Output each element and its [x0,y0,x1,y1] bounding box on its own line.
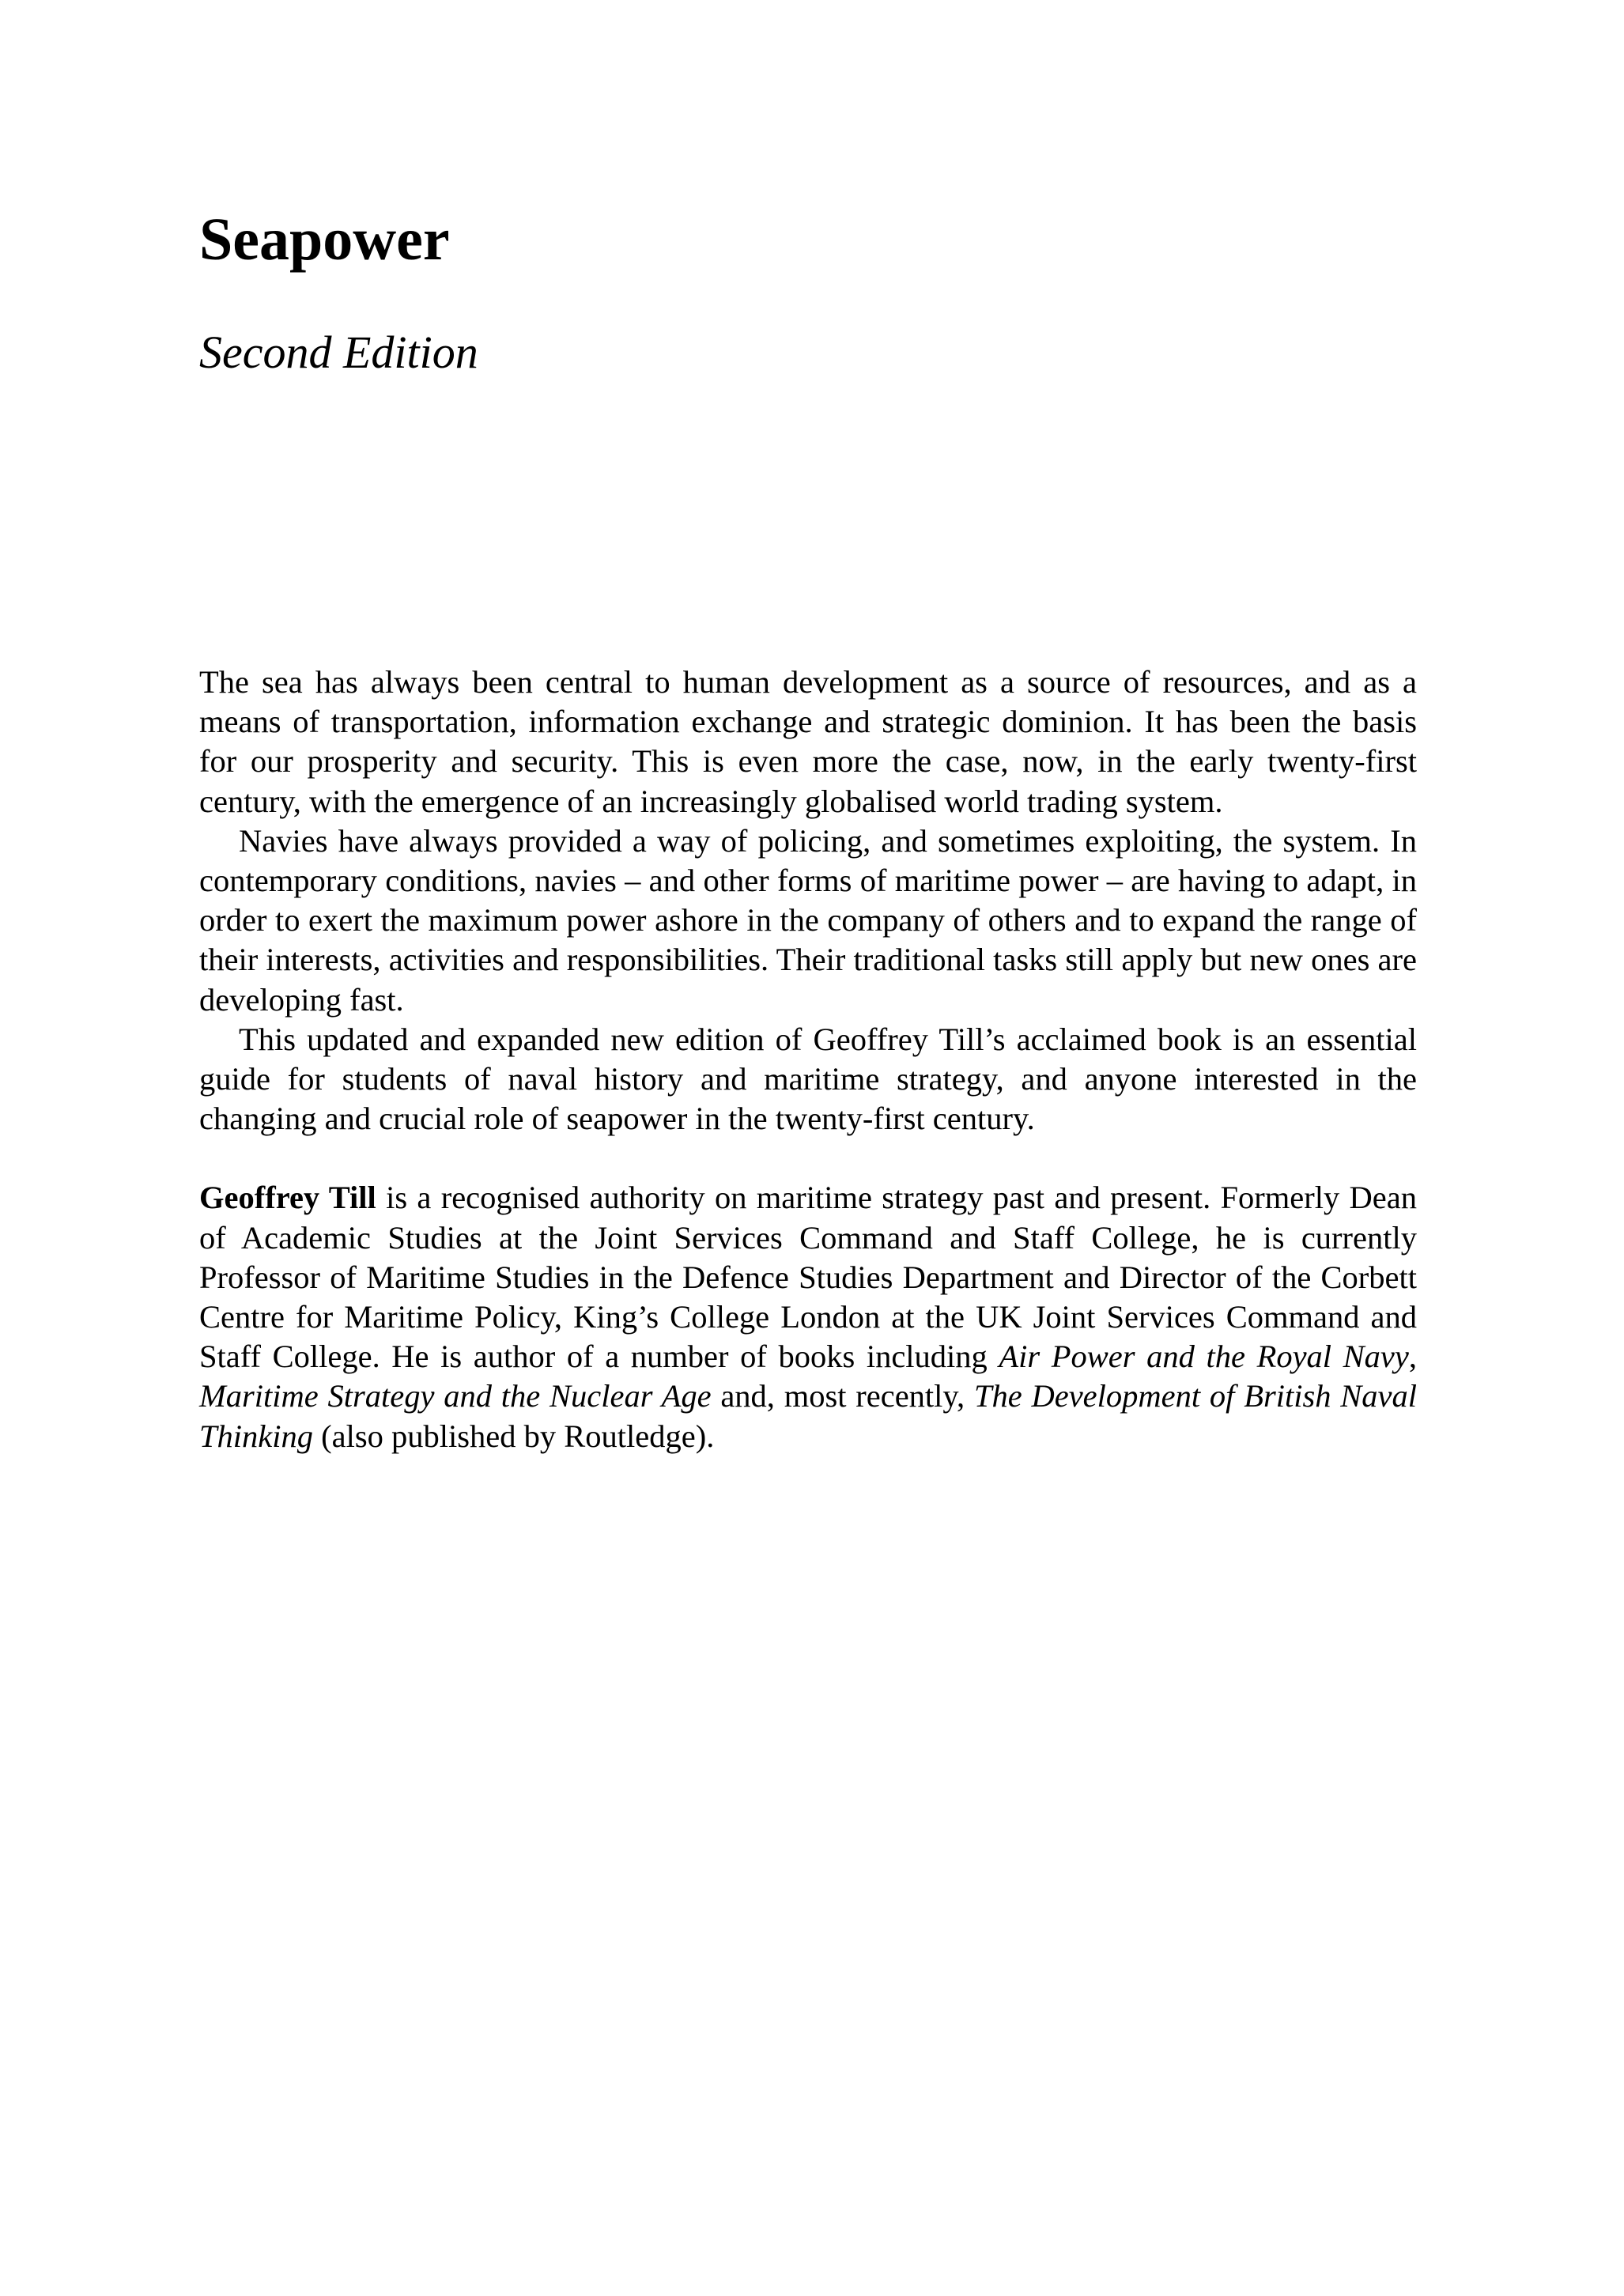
description-block [199,663,1417,1456]
author-bio-paragraph [199,1178,1417,1456]
book-title-3: The Development of British Naval Thinking [199,1378,1417,1454]
bio-text-2: and, most recently, [711,1378,974,1414]
edition-subtitle: Second Edition [199,327,478,378]
blurb-paragraph-2: Navies have always provided a way of policing, and sometimes exploiting, the system. In contemporary conditions, navies – and other forms of maritime power – are having to adapt, in order to exert the maximum power ashore in the company of others and to expand the range of their interests, activities and responsibilities. Their traditional tasks still apply but new ones are developing fast. [199,822,1417,1018]
bio-text-1: is a recognised authority on maritime strategy past and present. Formerly Dean of Academic Studies at the Joint Services Command and Staff College, he is currently Professor of Maritime Studies in the Defence Studies Department and Director of the Corbett Centre for Maritime Policy, King’s College London at the UK Joint Services Command and Staff College. He is author of a number of books including [199,1180,1417,1375]
blurb-paragraph-1: The sea has always been central to human development as a source of resources, and as a means of transportation, information exchange and strategic dominion. It has been the basis for our prosperity and security. This is even more the case, now, in the early twenty-first century, with the emergence of an increasingly globalised world trading system. [199,664,1417,819]
blurb-paragraph-3: This updated and expanded new edition of Geoffrey Till’s acclaimed book is an essential guide for students of naval history and maritime strategy, and anyone interested in the changing and crucial role of seapower in the twenty-first century. [199,1021,1417,1137]
book-title-1: Air Power and the Royal Navy [999,1339,1409,1375]
bio-separator: , [1408,1339,1417,1375]
book-title: Seapower [199,206,450,273]
bio-text-3: (also published by Routledge). [313,1418,715,1454]
book-title-2: Maritime Strategy and the Nuclear Age [199,1378,712,1414]
author-name: Geoffrey Till [199,1180,376,1216]
